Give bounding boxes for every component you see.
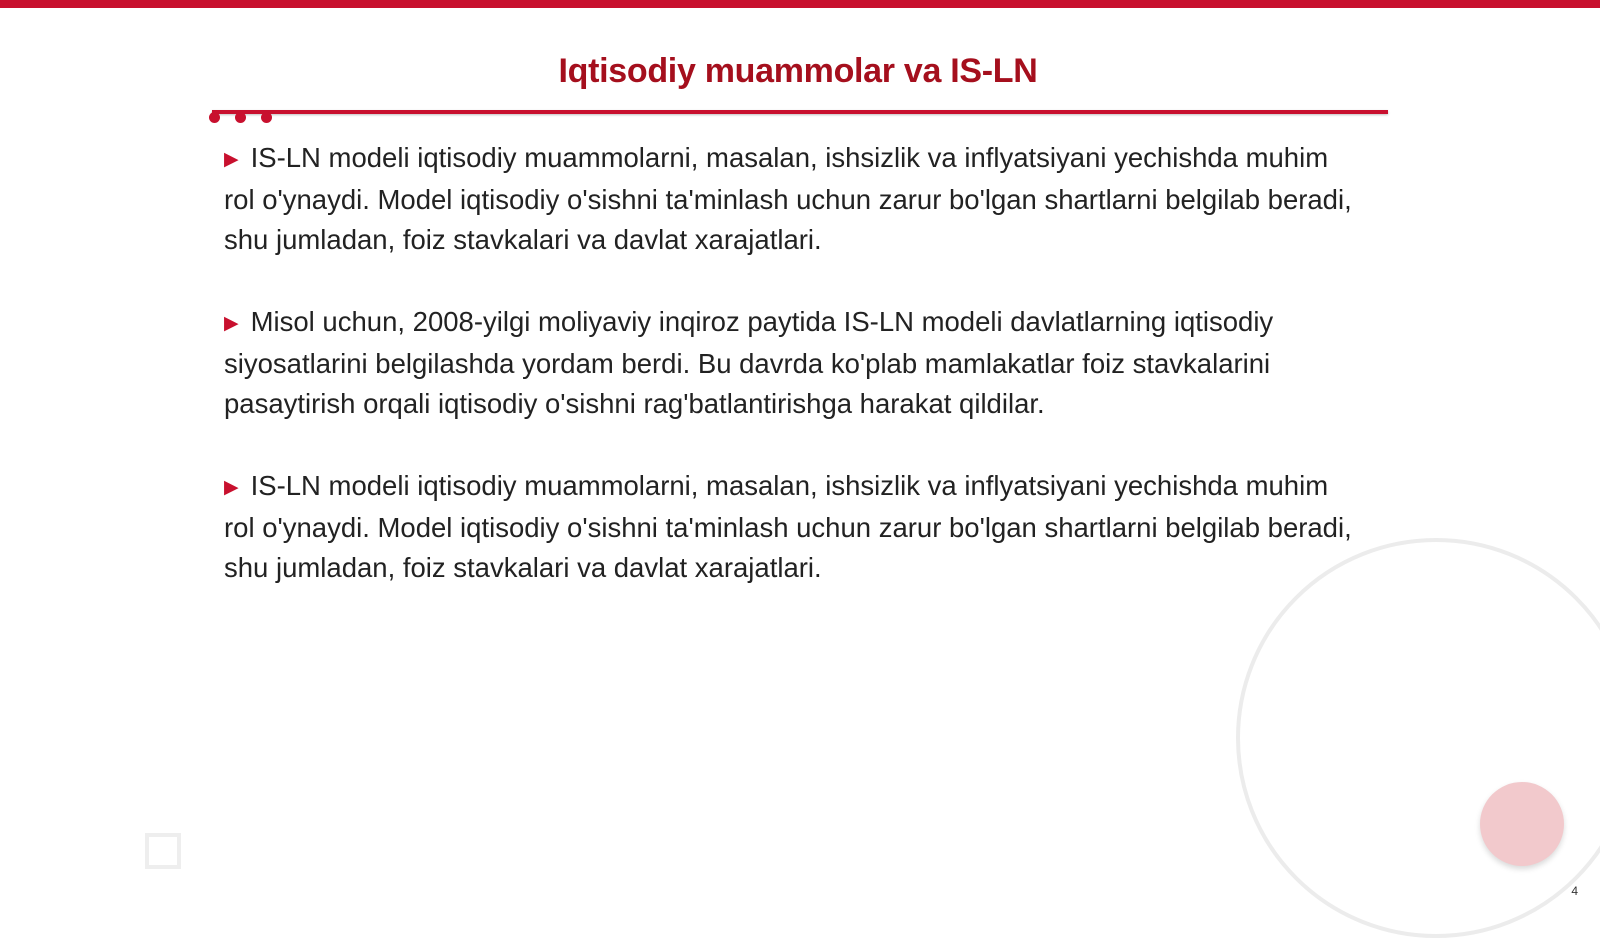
decor-dot	[261, 112, 272, 123]
decor-square-outline	[145, 833, 181, 869]
top-accent-bar	[0, 0, 1600, 8]
title-underline	[212, 110, 1388, 114]
decor-dot	[235, 112, 246, 123]
triangle-bullet-icon: ▶	[224, 477, 239, 498]
slide-number: 4	[1571, 884, 1578, 898]
triangle-bullet-icon: ▶	[224, 313, 239, 334]
bullet-item	[224, 138, 1354, 260]
triangle-bullet-icon: ▶	[224, 149, 239, 170]
bullet-text: IS-LN modeli iqtisodiy muammolarni, masalan, ishsizlik va inflyatsiyani yechishda muhim rol o'ynaydi. Model iqtisodiy o'sishni ta'minlash uchun zarur bo'lgan shartlarni belgilab beradi, shu jumladan, foiz stavkalari va davlat xarajatlari.	[224, 142, 1352, 255]
bullet-list	[224, 138, 1354, 630]
slide-title: Iqtisodiy muammolar va IS-LN	[558, 52, 1038, 90]
bullet-text: Misol uchun, 2008-yilgi moliyaviy inqiroz paytida IS-LN modeli davlatlarning iqtisodiy siyosatlarini belgilashda yordam berdi. Bu davrda ko'plab mamlakatlar foiz stavkalarini pasaytirish orqali iqtisodiy o'sishni rag'batlantirishga harakat qildilar.	[224, 306, 1274, 419]
decor-pink-circle	[1480, 782, 1564, 866]
bullet-item	[224, 302, 1354, 424]
decor-dot	[209, 112, 220, 123]
bullet-item	[224, 466, 1354, 588]
bullet-text: IS-LN modeli iqtisodiy muammolarni, masalan, ishsizlik va inflyatsiyani yechishda muhim rol o'ynaydi. Model iqtisodiy o'sishni ta'minlash uchun zarur bo'lgan shartlarni belgilab beradi, shu jumladan, foiz stavkalari va davlat xarajatlari.	[224, 470, 1352, 583]
